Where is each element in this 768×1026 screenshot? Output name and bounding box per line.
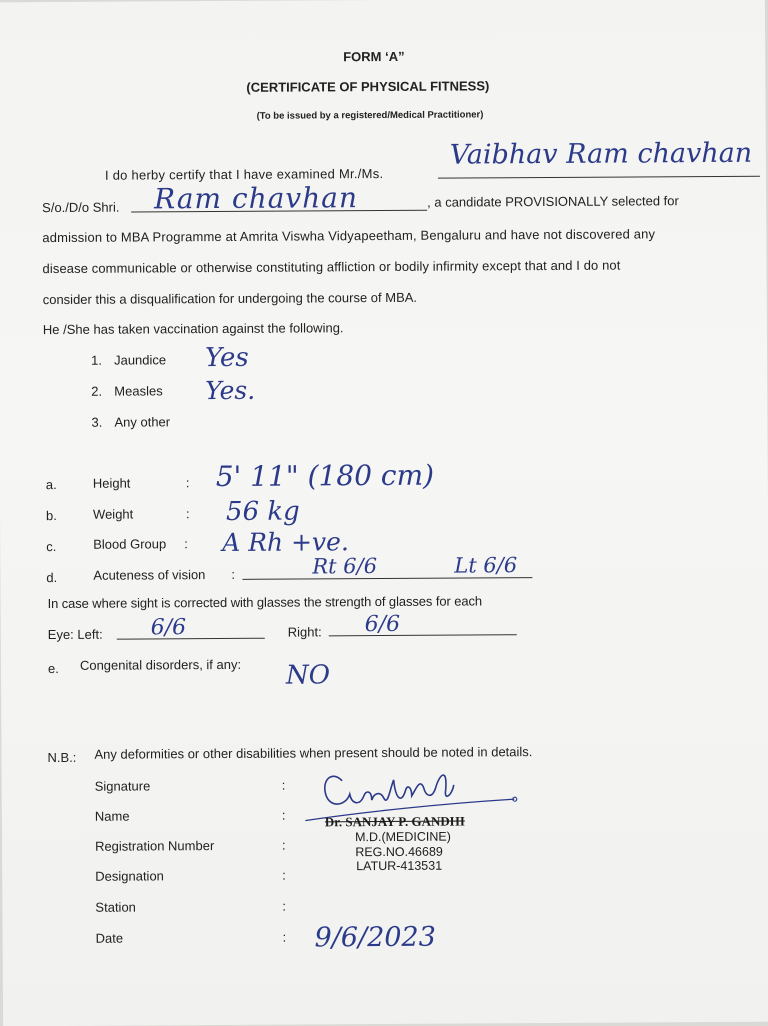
eye-right-line <box>329 634 517 636</box>
weight-letter: b. <box>45 507 57 524</box>
designation-label: Designation <box>95 868 164 884</box>
vision-label: Acuteness of vision <box>93 567 206 583</box>
vaccination-label-jaundice: Jaundice <box>114 352 167 368</box>
vaccination-label-any-other: Any other <box>114 414 171 430</box>
weight-label: Weight <box>92 506 134 522</box>
eye-left-line <box>117 638 265 640</box>
registration-colon: : <box>281 837 286 853</box>
vision-right-eye: Rt 6/6 <box>312 554 378 579</box>
blood-value: A Rh +ve. <box>222 527 349 557</box>
blood-colon: : <box>184 536 188 552</box>
height-colon: : <box>185 475 190 491</box>
nb-label: N.B.: <box>47 749 77 766</box>
candidate-name: Vaibhav Ram chavhan <box>449 137 753 171</box>
stamp-registration: REG.NO.46689 <box>355 844 443 860</box>
congenital-label: Congenital disorders, if any: <box>79 656 242 673</box>
vaccination-label-measles: Measles <box>114 383 163 399</box>
height-letter: a. <box>45 476 57 493</box>
vaccination-num-3: 3. <box>91 414 103 430</box>
station-label: Station <box>95 899 136 915</box>
disease-text: disease communicable or otherwise constituting affliction or bodily infirmity except that and I do not <box>42 257 621 277</box>
glasses-text: In case where sight is corrected with glasses the strength of glasses for each <box>47 593 483 612</box>
nb-text: Any deformities or other disabilities when present should be noted in details. <box>94 744 533 762</box>
vision-letter: d. <box>46 569 58 586</box>
date-label: Date <box>95 930 124 946</box>
name-label: Name <box>94 808 130 824</box>
height-value: 5' 11" (180 cm) <box>215 458 435 494</box>
registration-label: Registration Number <box>94 838 215 854</box>
stamp-doctor-name: Dr. SANJAY P. GANDHI <box>324 813 465 830</box>
vision-left-eye: Lt 6/6 <box>454 553 518 578</box>
form-heading: (CERTIFICATE OF PHYSICAL FITNESS) <box>246 78 490 95</box>
vaccination-num-1: 1. <box>91 352 102 368</box>
vaccination-num-2: 2. <box>91 383 103 399</box>
stamp-place: LATUR-413531 <box>356 858 443 874</box>
eye-left-label: Eye: Left: <box>47 626 103 643</box>
eye-right-value: 6/6 <box>364 611 401 638</box>
candidate-name-line <box>438 176 760 179</box>
signature-label: Signature <box>94 778 151 794</box>
vision-colon: : <box>231 566 236 582</box>
vaccination-value-jaundice: Yes <box>204 342 249 374</box>
signature-colon: : <box>281 777 286 793</box>
name-colon: : <box>281 807 286 823</box>
parent-name: Ram chavhan <box>153 181 359 216</box>
weight-value: 56 kg <box>225 496 300 527</box>
eye-left-value: 6/6 <box>150 615 187 641</box>
certify-text: I do herby certify that I have examined Mr./Ms. <box>104 165 384 183</box>
congenital-value: NO <box>285 660 331 691</box>
relation-label: S/o./D/o Shri. <box>42 199 120 216</box>
vaccination-intro: He /She has taken vaccination against the following. <box>42 320 344 338</box>
provisional-text: , a candidate PROVISIONALLY selected for <box>427 193 679 210</box>
disqualification-text: consider this a disqualification for undergoing the course of MBA. <box>42 289 418 308</box>
blood-letter: c. <box>46 539 57 555</box>
congenital-letter: e. <box>47 660 59 677</box>
weight-colon: : <box>185 506 190 522</box>
station-colon: : <box>282 898 287 914</box>
date-colon: : <box>282 929 287 945</box>
vaccination-value-measles: Yes. <box>205 375 256 406</box>
form-title: FORM ‘A” <box>343 48 405 65</box>
stamp-degree: M.D.(MEDICINE) <box>355 829 451 845</box>
form-subheading: (To be issued by a registered/Medical Practitioner) <box>256 109 484 122</box>
designation-colon: : <box>282 867 286 883</box>
date-value: 9/6/2023 <box>314 921 436 954</box>
vision-line <box>242 577 532 580</box>
eye-right-label: Right: <box>287 624 322 640</box>
admission-text: admission to MBA Programme at Amrita Viswha Vidyapeetham, Bengaluru and have not discovered any <box>42 226 656 246</box>
blood-label: Blood Group <box>93 536 167 552</box>
height-label: Height <box>92 475 131 491</box>
